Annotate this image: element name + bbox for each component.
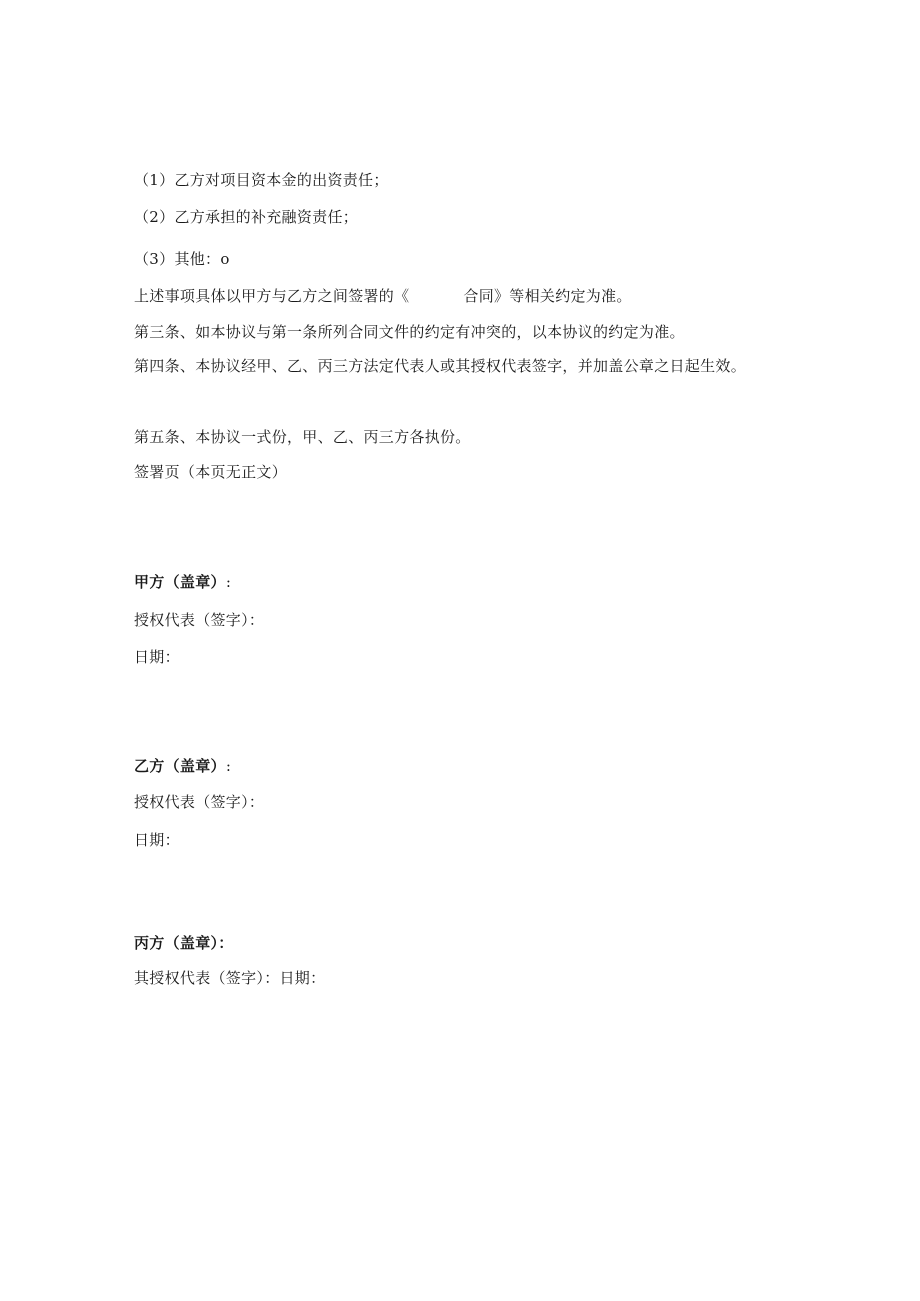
party-b-colon: : [225, 757, 232, 775]
article-3: 第三条、如本协议与第一条所列合同文件的约定有冲突的，以本协议的约定为准。 [134, 323, 685, 341]
party-c-label: 丙方（盖章）： [134, 934, 234, 952]
party-c-seal-line [134, 933, 234, 953]
party-a-label: 甲方（盖章） [134, 573, 226, 591]
article-4: 第四条、本协议经甲、乙、丙三方法定代表人或其授权代表签字，并加盖公章之日起生效。 [134, 357, 747, 375]
contract-reference-paragraph [134, 286, 632, 306]
signature-page-title: 签署页（本页无正文） [134, 463, 288, 481]
party-b-label: 乙方（盖章） [134, 757, 226, 775]
item-capital-responsibility: （1）乙方对项目资本金的出资责任； [134, 171, 389, 189]
item-financing-responsibility: （2）乙方承担的补充融资责任； [134, 208, 359, 226]
party-a-representative: 授权代表（签字）： [134, 611, 265, 629]
party-c-representative-date: 其授权代表（签字）：日期： [134, 969, 326, 987]
contract-reference-after: 合同》等相关约定为准。 [463, 287, 632, 305]
party-a-date: 日期： [134, 648, 180, 666]
party-a-colon: : [225, 573, 232, 591]
party-b-representative: 授权代表（签字）： [134, 793, 265, 811]
party-b-seal-line [134, 756, 231, 776]
item-other: （3）其他：o [134, 250, 230, 268]
contract-reference-before: 上述事项具体以甲方与乙方之间签署的《 [134, 287, 410, 305]
article-5: 第五条、本协议一式份，甲、乙、丙三方各执份。 [134, 428, 471, 446]
party-a-seal-line [134, 572, 231, 592]
party-b-date: 日期： [134, 831, 180, 849]
